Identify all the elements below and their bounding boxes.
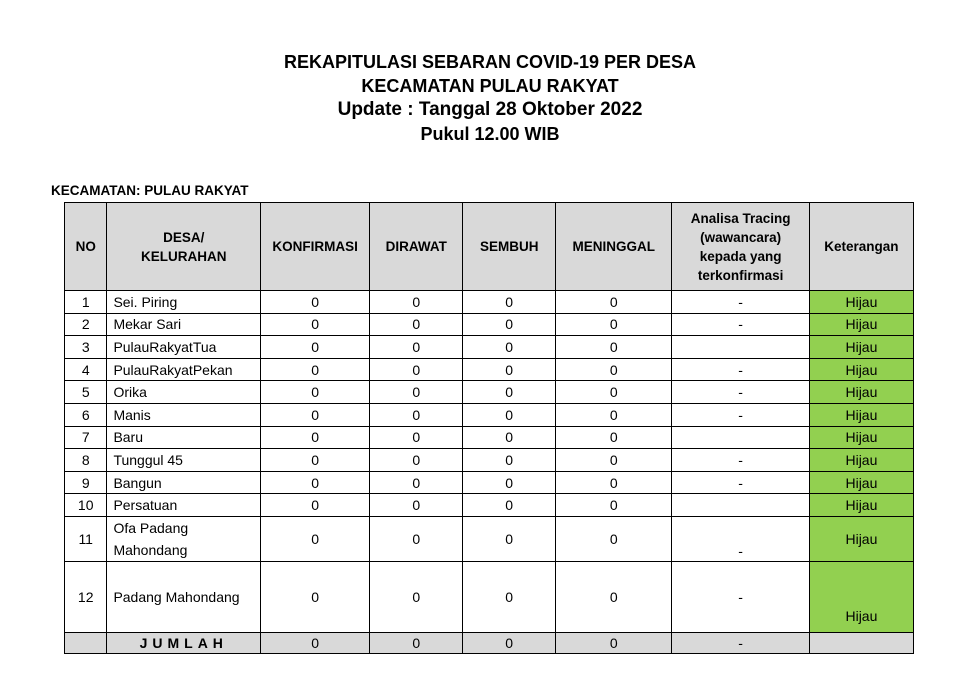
cell-no: 10 xyxy=(65,494,107,517)
cell-sembuh: 0 xyxy=(463,471,556,494)
table-row xyxy=(65,336,914,359)
cell-tracing: - xyxy=(672,516,809,561)
cell-keterangan: Hijau xyxy=(809,494,913,517)
cell-dirawat: 0 xyxy=(370,358,463,381)
total-meninggal: 0 xyxy=(556,632,672,653)
cell-desa: Padang Mahondang xyxy=(107,561,261,632)
cell-konfirmasi: 0 xyxy=(261,426,370,449)
cell-konfirmasi: 0 xyxy=(261,561,370,632)
cell-dirawat: 0 xyxy=(370,471,463,494)
cell-sembuh: 0 xyxy=(463,313,556,336)
table-row xyxy=(65,494,914,517)
cell-sembuh: 0 xyxy=(463,449,556,472)
cell-konfirmasi: 0 xyxy=(261,494,370,517)
cell-tracing xyxy=(672,426,809,449)
cell-dirawat: 0 xyxy=(370,449,463,472)
cell-konfirmasi: 0 xyxy=(261,291,370,314)
cell-meninggal: 0 xyxy=(556,313,672,336)
cell-dirawat: 0 xyxy=(370,561,463,632)
cell-no: 5 xyxy=(65,381,107,404)
cell-keterangan: Hijau xyxy=(809,291,913,314)
header-desa xyxy=(107,203,261,291)
cell-desa: Baru xyxy=(107,426,261,449)
cell-desa: Sei. Piring xyxy=(107,291,261,314)
cell-keterangan: Hijau xyxy=(809,516,913,561)
cell-desa: PulauRakyatTua xyxy=(107,336,261,359)
cell-no: 3 xyxy=(65,336,107,359)
cell-no: 8 xyxy=(65,449,107,472)
report-title: REKAPITULASI SEBARAN COVID-19 PER DESA xyxy=(283,52,697,72)
table-row xyxy=(65,403,914,426)
cell-meninggal: 0 xyxy=(556,381,672,404)
cell-tracing: - xyxy=(672,313,809,336)
total-keterangan xyxy=(809,632,913,653)
cell-dirawat: 0 xyxy=(370,381,463,404)
cell-sembuh: 0 xyxy=(463,381,556,404)
cell-meninggal: 0 xyxy=(556,494,672,517)
total-tracing: - xyxy=(672,632,809,653)
cell-dirawat: 0 xyxy=(370,291,463,314)
cell-desa: Orika xyxy=(107,381,261,404)
cell-meninggal: 0 xyxy=(556,561,672,632)
covid-recap-table xyxy=(64,202,914,654)
cell-konfirmasi: 0 xyxy=(261,381,370,404)
cell-konfirmasi: 0 xyxy=(261,336,370,359)
total-dirawat: 0 xyxy=(370,632,463,653)
header-desa-text: DESA/ KELURAHAN xyxy=(141,229,227,264)
cell-keterangan: Hijau xyxy=(809,426,913,449)
cell-no: 1 xyxy=(65,291,107,314)
cell-konfirmasi: 0 xyxy=(261,449,370,472)
cell-keterangan: Hijau xyxy=(809,403,913,426)
cell-no: 9 xyxy=(65,471,107,494)
cell-konfirmasi: 0 xyxy=(261,471,370,494)
cell-desa: Bangun xyxy=(107,471,261,494)
cell-meninggal: 0 xyxy=(556,291,672,314)
cell-no: 7 xyxy=(65,426,107,449)
cell-meninggal: 0 xyxy=(556,471,672,494)
cell-tracing: - xyxy=(672,403,809,426)
cell-desa: PulauRakyatPekan xyxy=(107,358,261,381)
cell-desa: Ofa Padang Mahondang xyxy=(107,516,261,561)
cell-tracing: - xyxy=(672,449,809,472)
cell-sembuh: 0 xyxy=(463,561,556,632)
total-no-cell xyxy=(65,632,107,653)
table-header-row xyxy=(65,203,914,291)
cell-desa: Tunggul 45 xyxy=(107,449,261,472)
cell-keterangan: Hijau xyxy=(809,358,913,381)
cell-konfirmasi: 0 xyxy=(261,313,370,336)
cell-dirawat: 0 xyxy=(370,336,463,359)
cell-tracing: - xyxy=(672,471,809,494)
report-title-block xyxy=(0,50,980,146)
table-row xyxy=(65,561,914,632)
table-row xyxy=(65,471,914,494)
cell-tracing: - xyxy=(672,561,809,632)
header-tracing: Analisa Tracing (wawancara) kepada yang terkonfirmasi xyxy=(672,203,809,291)
cell-sembuh: 0 xyxy=(463,358,556,381)
cell-dirawat: 0 xyxy=(370,426,463,449)
table-row xyxy=(65,313,914,336)
cell-keterangan: Hijau xyxy=(809,313,913,336)
cell-no: 4 xyxy=(65,358,107,381)
cell-dirawat: 0 xyxy=(370,313,463,336)
cell-dirawat: 0 xyxy=(370,516,463,561)
cell-keterangan: Hijau xyxy=(809,381,913,404)
district-label: KECAMATAN: PULAU RAKYAT xyxy=(51,183,249,198)
total-label: JUMLAH xyxy=(107,632,261,653)
cell-konfirmasi: 0 xyxy=(261,358,370,381)
header-konfirmasi: KONFIRMASI xyxy=(261,203,370,291)
cell-desa: Persatuan xyxy=(107,494,261,517)
cell-desa: Manis xyxy=(107,403,261,426)
cell-meninggal: 0 xyxy=(556,449,672,472)
cell-meninggal: 0 xyxy=(556,336,672,359)
cell-keterangan: Hijau xyxy=(809,561,913,632)
total-konfirmasi: 0 xyxy=(261,632,370,653)
cell-meninggal: 0 xyxy=(556,403,672,426)
cell-no: 12 xyxy=(65,561,107,632)
cell-sembuh: 0 xyxy=(463,516,556,561)
table-row xyxy=(65,516,914,561)
report-update-time: Pukul 12.00 WIB xyxy=(420,124,560,144)
header-keterangan: Keterangan xyxy=(809,203,913,291)
header-no: NO xyxy=(65,203,107,291)
cell-konfirmasi: 0 xyxy=(261,403,370,426)
cell-sembuh: 0 xyxy=(463,426,556,449)
cell-meninggal: 0 xyxy=(556,426,672,449)
cell-dirawat: 0 xyxy=(370,403,463,426)
header-meninggal: MENINGGAL xyxy=(556,203,672,291)
cell-keterangan: Hijau xyxy=(809,471,913,494)
cell-meninggal: 0 xyxy=(556,358,672,381)
total-row xyxy=(65,632,914,653)
cell-sembuh: 0 xyxy=(463,336,556,359)
table-row xyxy=(65,449,914,472)
cell-tracing xyxy=(672,494,809,517)
table-row xyxy=(65,358,914,381)
report-update-date: Update : Tanggal 28 Oktober 2022 xyxy=(337,99,643,120)
header-dirawat: DIRAWAT xyxy=(370,203,463,291)
cell-konfirmasi: 0 xyxy=(261,516,370,561)
cell-no: 6 xyxy=(65,403,107,426)
cell-sembuh: 0 xyxy=(463,291,556,314)
table-row xyxy=(65,381,914,404)
cell-tracing: - xyxy=(672,291,809,314)
cell-meninggal: 0 xyxy=(556,516,672,561)
total-sembuh: 0 xyxy=(463,632,556,653)
report-subtitle: KECAMATAN PULAU RAKYAT xyxy=(361,76,619,96)
cell-sembuh: 0 xyxy=(463,494,556,517)
table-row xyxy=(65,291,914,314)
cell-desa: Mekar Sari xyxy=(107,313,261,336)
cell-keterangan: Hijau xyxy=(809,449,913,472)
cell-tracing: - xyxy=(672,381,809,404)
header-sembuh: SEMBUH xyxy=(463,203,556,291)
cell-sembuh: 0 xyxy=(463,403,556,426)
cell-no: 2 xyxy=(65,313,107,336)
cell-tracing xyxy=(672,336,809,359)
cell-dirawat: 0 xyxy=(370,494,463,517)
cell-keterangan: Hijau xyxy=(809,336,913,359)
table-row xyxy=(65,426,914,449)
cell-tracing: - xyxy=(672,358,809,381)
cell-no: 11 xyxy=(65,516,107,561)
